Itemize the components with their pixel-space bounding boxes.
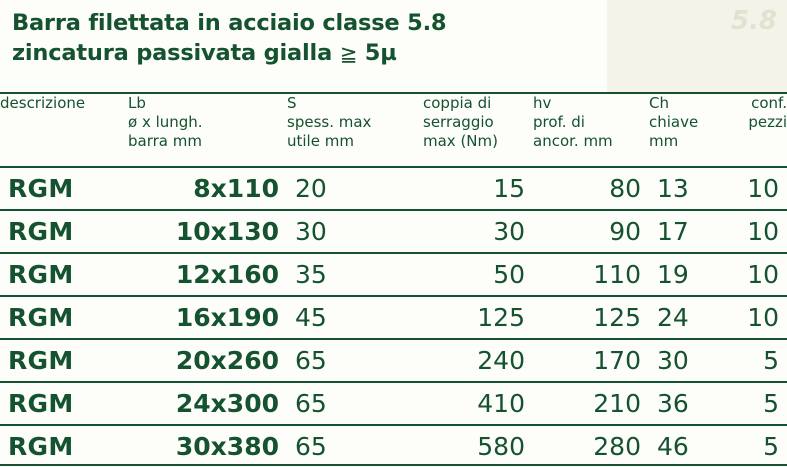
cell-coppia: 240 [423,339,533,382]
cell-size: 10x130 [128,210,287,253]
column-header-ch: Ch chiave mm [649,93,719,167]
cell-coppia: 580 [423,425,533,467]
cell-hv: 170 [533,339,649,382]
cell-chiave: 13 [649,167,719,210]
table-row [0,339,787,382]
table-header-row [0,93,787,167]
cell-spessore: 65 [287,382,423,425]
cell-spessore: 65 [287,339,423,382]
cell-chiave: 46 [649,425,719,467]
cell-coppia: 30 [423,210,533,253]
cell-model: RGM [0,167,128,210]
cell-size: 12x160 [128,253,287,296]
cell-model: RGM [0,339,128,382]
cell-size: 20x260 [128,339,287,382]
greater-equal-symbol: ≧ [339,42,358,66]
cell-hv: 210 [533,382,649,425]
page-title: Barra filettata in acciaio classe 5.8 [12,10,447,36]
cell-conf: 10 [719,167,787,210]
cell-conf: 5 [719,382,787,425]
table-row [0,167,787,210]
table-body [0,167,787,467]
cell-size: 24x300 [128,382,287,425]
cell-spessore: 35 [287,253,423,296]
cell-hv: 110 [533,253,649,296]
cell-conf: 10 [719,210,787,253]
title-block [0,0,787,72]
background-artifact: 5.8 [607,0,787,92]
cell-size: 30x380 [128,425,287,467]
column-header-lb: Lb ø x lungh. barra mm [128,93,287,167]
cell-conf: 10 [719,296,787,339]
page-subtitle [12,38,775,68]
cell-coppia: 50 [423,253,533,296]
cell-conf: 5 [719,339,787,382]
cell-model: RGM [0,382,128,425]
table-row [0,425,787,467]
cell-hv: 90 [533,210,649,253]
page-subtitle-value: 5µ [364,40,397,66]
table-row [0,382,787,425]
cell-coppia: 410 [423,382,533,425]
cell-conf: 10 [719,253,787,296]
table-row [0,210,787,253]
column-header-s: S spess. max utile mm [287,93,423,167]
cell-hv: 125 [533,296,649,339]
page-subtitle-text: zincatura passivata gialla [12,40,333,66]
column-header-coppia-serraggio: coppia di serraggio max (Nm) [423,93,533,167]
column-header-conf-pezzi: conf. pezzi [719,93,787,167]
cell-spessore: 30 [287,210,423,253]
cell-coppia: 125 [423,296,533,339]
cell-chiave: 19 [649,253,719,296]
cell-model: RGM [0,253,128,296]
table-row [0,253,787,296]
cell-hv: 80 [533,167,649,210]
column-header-descrizione: descrizione [0,93,128,167]
cell-spessore: 20 [287,167,423,210]
cell-coppia: 15 [423,167,533,210]
cell-model: RGM [0,210,128,253]
cell-model: RGM [0,425,128,467]
spec-table [0,92,787,467]
cell-chiave: 24 [649,296,719,339]
cell-hv: 280 [533,425,649,467]
cell-conf: 5 [719,425,787,467]
cell-model: RGM [0,296,128,339]
cell-chiave: 30 [649,339,719,382]
column-header-hv: hv prof. di ancor. mm [533,93,649,167]
cell-spessore: 65 [287,425,423,467]
cell-size: 8x110 [128,167,287,210]
table-row [0,296,787,339]
cell-size: 16x190 [128,296,287,339]
cell-spessore: 45 [287,296,423,339]
cell-chiave: 36 [649,382,719,425]
cell-chiave: 17 [649,210,719,253]
